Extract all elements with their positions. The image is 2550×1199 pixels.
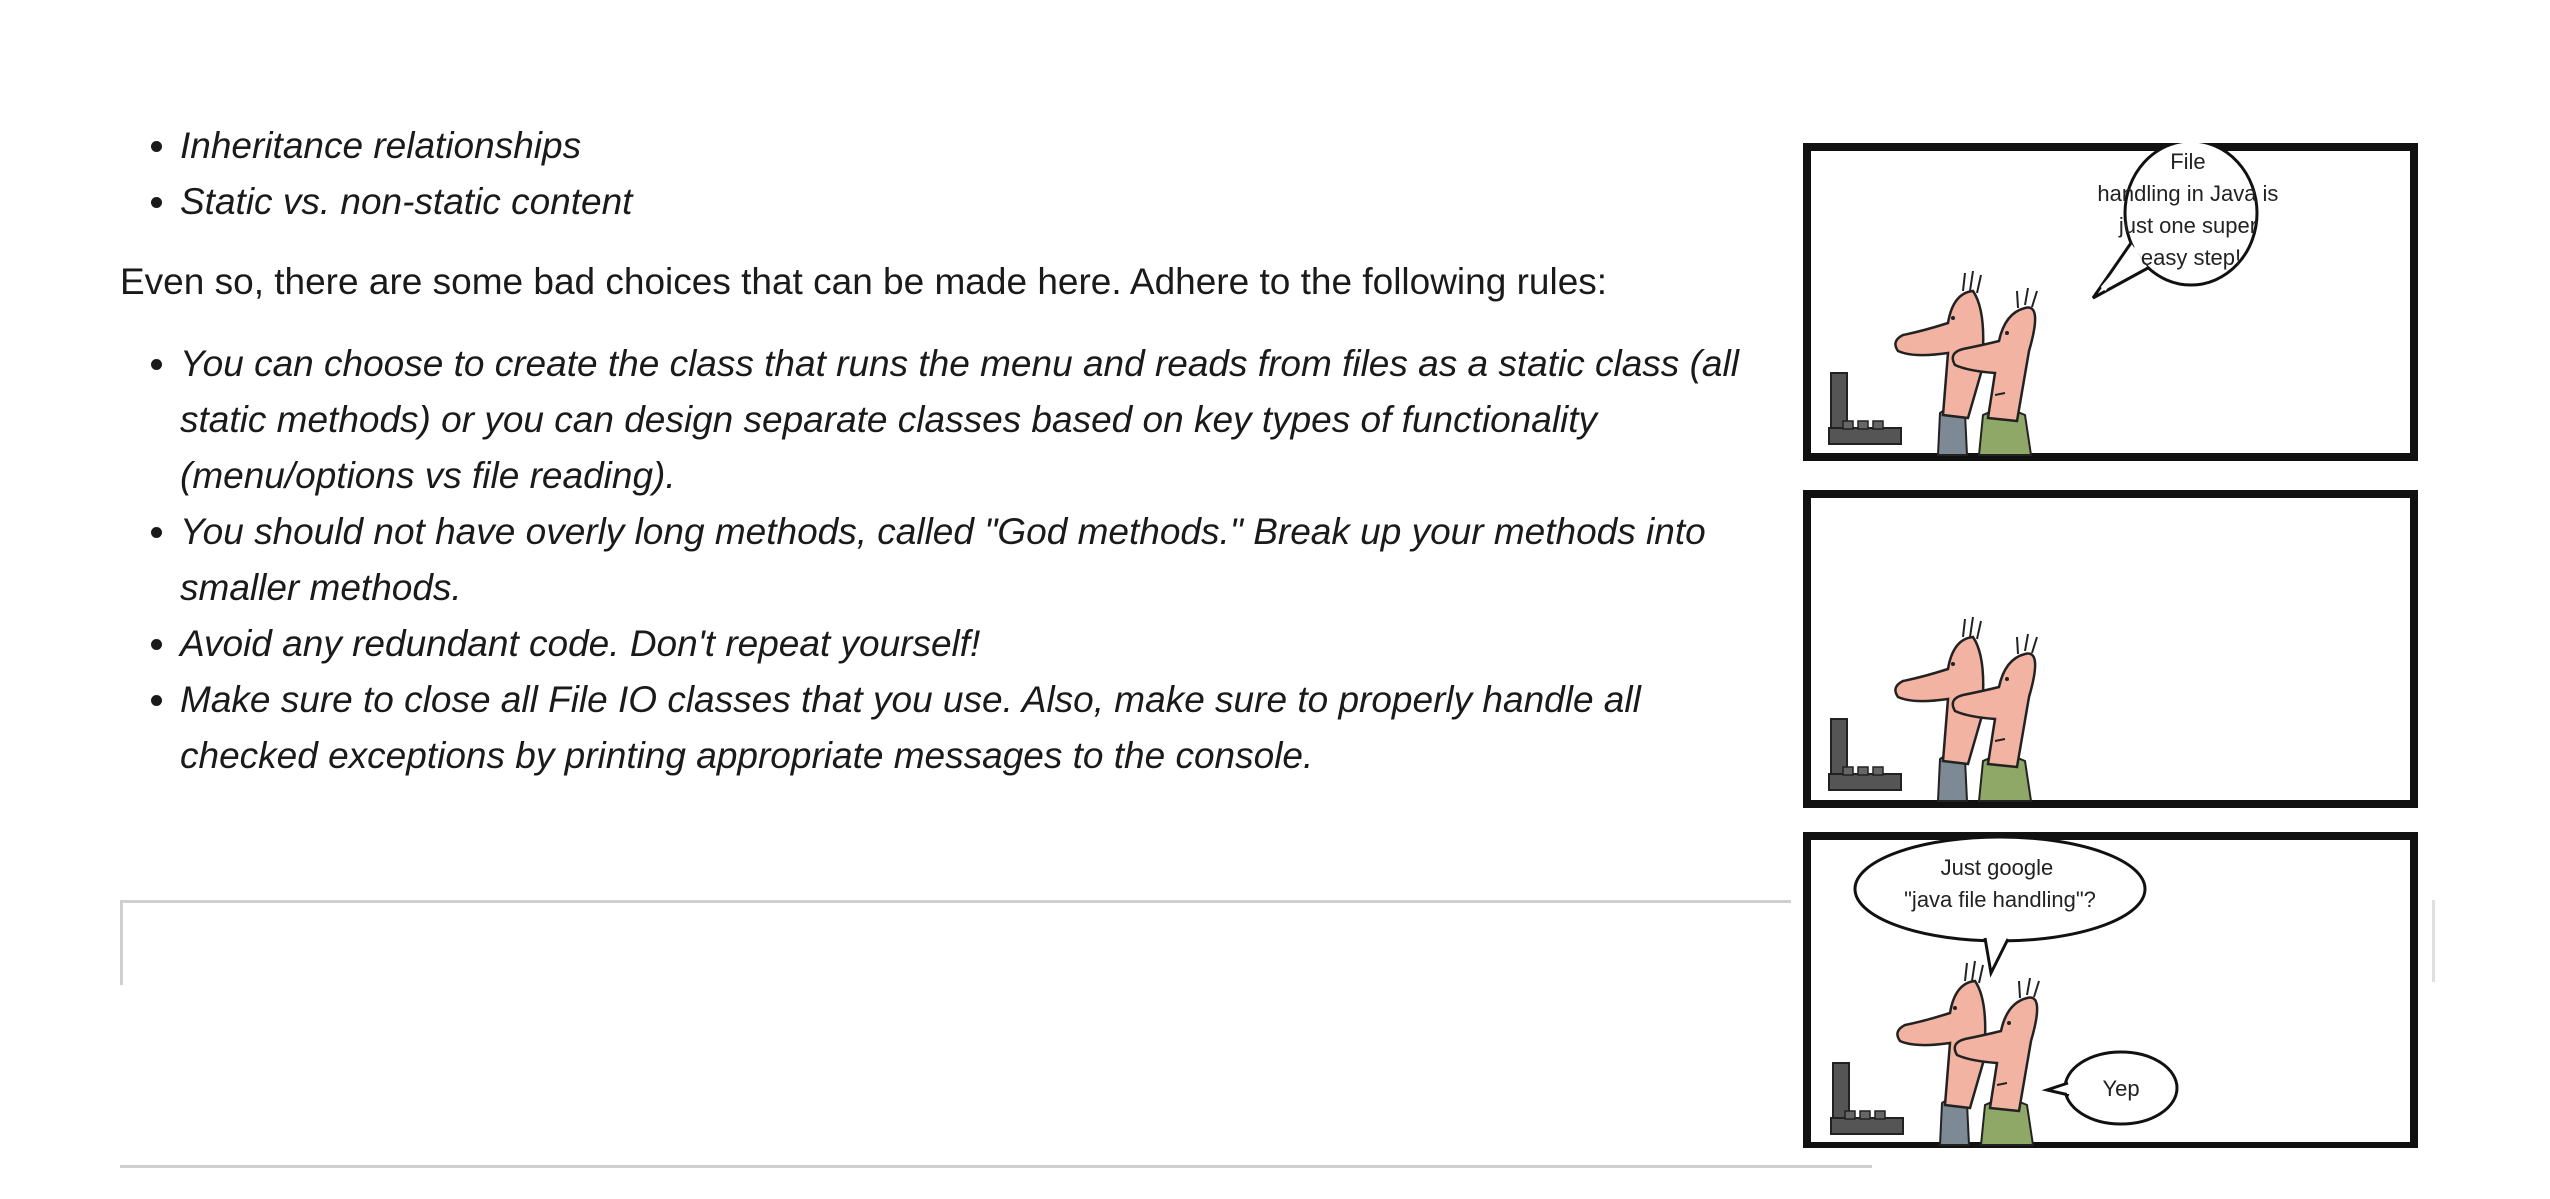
list-item: • You can choose to create the class that runs the menu and reads from files as a static class (all static methods) or you can design separate classes based on key types of functionality (menu/options vs file reading). [180, 336, 1770, 504]
bubble-line: Just google [1940, 855, 2054, 880]
rules-list [120, 336, 1770, 784]
reply-text: Yep [2102, 1076, 2140, 1101]
bubble-line: "java file handling"? [1904, 887, 2096, 912]
list-item: • Static vs. non-static content [180, 174, 1770, 230]
list-item: • You should not have overly long methods, called "God methods." Break up your methods into smaller methods. [180, 504, 1770, 616]
document-body [120, 118, 1770, 784]
bottom-divider [120, 1165, 1872, 1168]
bubble-line: just one super [2118, 213, 2258, 238]
comic-panel-1 [1807, 143, 2414, 457]
bubble-line: handling in Java is [2097, 181, 2279, 206]
comic-panel-2 [1807, 494, 2414, 804]
bubble-line: easy step! [2140, 245, 2242, 270]
empty-box-outline [120, 900, 1791, 985]
comic-strip [1803, 143, 2418, 1148]
list-item: • Inheritance relationships [180, 118, 1770, 174]
list-item: • Avoid any redundant code. Don't repeat yourself! [180, 616, 1770, 672]
list-item: • Make sure to close all File IO classes that you use. Also, make sure to properly handle all checked exceptions by printing appropriate messages to the console. [180, 672, 1770, 784]
intro-paragraph: Even so, there are some bad choices that can be made here. Adhere to the following rules: [120, 261, 1608, 302]
comic-panel-3 [1807, 836, 2414, 1146]
top-bullet-list [120, 118, 1770, 230]
bubble-line: File [2170, 149, 2206, 174]
empty-box-edge [2432, 900, 2435, 982]
